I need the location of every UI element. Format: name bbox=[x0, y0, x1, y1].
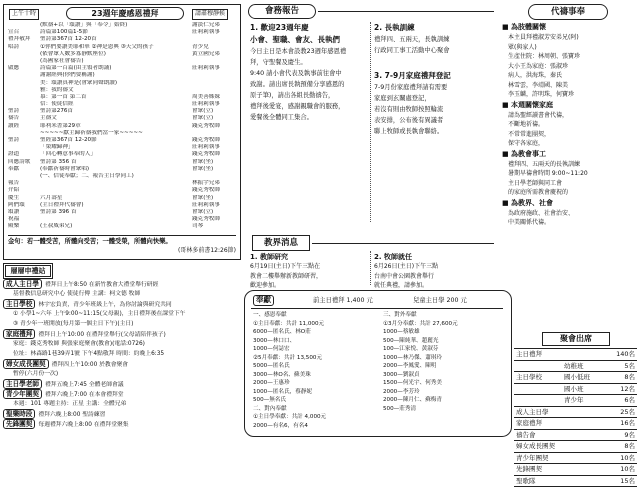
report-1-line: 拜，守聖餐及慶生。 bbox=[250, 59, 307, 66]
prayer-line: 為政府施政、社會治安、 bbox=[508, 209, 575, 217]
prayer-line: 林雪雲，李靖國、陳美 bbox=[508, 81, 569, 89]
offering-entry: 3000—林口口、 bbox=[253, 337, 296, 344]
ministry-item bbox=[3, 339, 239, 349]
service-row-desc: (依會眾人數多寡靜默座位) bbox=[40, 50, 106, 57]
attendance-group: 國小班 bbox=[562, 383, 602, 395]
service-row-desc: 慕：第一首 第二首 bbox=[40, 93, 87, 100]
reports-divider bbox=[370, 22, 371, 222]
report-1-body bbox=[250, 46, 368, 123]
service-row-desc: 聖詩第 396 首 bbox=[40, 208, 77, 215]
service-row-desc: ~~~~~獻主歸祈禱我們當一家~~~~~ bbox=[40, 129, 143, 136]
service-row-who: 司琴 bbox=[192, 223, 204, 230]
service-row-who: 謝淡仁兄弟 bbox=[192, 22, 220, 28]
attendance-count: 10名 bbox=[602, 464, 637, 476]
attendance-category: 主日禮拜 bbox=[514, 349, 562, 361]
service-row-desc: (奉獻祈禱時會眾唱) bbox=[40, 165, 90, 172]
attendance-count: 16名 bbox=[602, 418, 637, 430]
offering-sunday-total: 前主日禮拜 1,400 元 bbox=[313, 297, 373, 304]
attendance-row bbox=[514, 464, 637, 476]
report-1-line: 9:40 請小會代表及執事前往會中 bbox=[250, 70, 342, 77]
service-row bbox=[6, 187, 238, 194]
service-row bbox=[6, 58, 238, 65]
service-row-name: 回應詩歌 bbox=[8, 158, 31, 165]
ministry-item bbox=[3, 409, 239, 419]
service-row bbox=[6, 94, 238, 101]
ministry-item bbox=[3, 279, 239, 289]
offering-entry: 2000—李鳳愛、陳明 bbox=[383, 363, 437, 369]
service-row-desc: (王叔威弟兄) bbox=[40, 223, 73, 230]
service-row-who: 會眾(立) bbox=[192, 108, 214, 115]
offering-header bbox=[253, 295, 503, 307]
attendance-table bbox=[514, 348, 637, 487]
missions-rule bbox=[312, 243, 494, 244]
ministry-item-text: 每週禮拜六晚上8:00 在禮拜堂聚集 bbox=[38, 422, 129, 428]
attendance-count: 5名 bbox=[602, 360, 637, 372]
ministry-item bbox=[3, 309, 239, 319]
service-row-name: 奉獻 bbox=[8, 165, 20, 172]
offering-entry: 2000—王惠珍 bbox=[253, 380, 290, 386]
ministry-item bbox=[3, 329, 239, 339]
service-row-who: 莊莉莉執事 bbox=[192, 101, 220, 108]
memory-verse bbox=[8, 235, 236, 256]
attendance-row bbox=[514, 441, 637, 453]
prayer-line: 病人，洪海珠，秦氏 bbox=[508, 72, 563, 79]
report-2-body bbox=[374, 34, 494, 56]
report-2-line: 禮拜四、五兩天，長執訓練 bbox=[374, 36, 450, 43]
service-row-name: 報告 bbox=[8, 180, 20, 187]
service-row-name: 讀經 bbox=[8, 122, 20, 129]
ministry-panel bbox=[3, 263, 239, 435]
service-row bbox=[6, 80, 238, 87]
ministry-item-text: 林宇宏負責，青少年班級上午，為你討論與研究共同 bbox=[38, 302, 172, 308]
service-row-name: 頌讚 bbox=[8, 208, 20, 215]
prayer-section-head: ■ 為教會事工 bbox=[502, 149, 547, 158]
service-row bbox=[6, 101, 238, 108]
attendance-category: 先鋒團契 bbox=[514, 464, 562, 476]
mission-2-title: 2. 牧師就任 bbox=[374, 253, 412, 261]
attendance-count: 10名 bbox=[602, 452, 637, 464]
ministry-item-text: 禮拜四上午10:00 於教會聚會 bbox=[51, 362, 129, 368]
service-row-name: 宣召 bbox=[8, 29, 20, 36]
report-1-line: 小會、聖職、會友、長執們 bbox=[250, 35, 340, 44]
service-row-name: 聖詩 bbox=[8, 108, 20, 115]
prayer-line: 暑期早禱會時間 9:00~11:20 bbox=[508, 170, 588, 177]
verse-ref: (哥林多前書12:26節) bbox=[178, 246, 236, 254]
service-row-desc: ①你們要讚美耶和華 ②神是恩典 ③天父的孩子 bbox=[40, 43, 154, 50]
reports-title: 會務報告 bbox=[248, 4, 316, 19]
service-row bbox=[6, 216, 238, 223]
offering-entry: 500—無名氏 bbox=[253, 397, 287, 403]
ministry-item-text: 暫停(六月份一次) bbox=[13, 371, 59, 377]
ministry-item bbox=[3, 379, 239, 389]
prayer-line: 不常常進團契， bbox=[508, 130, 551, 138]
attendance-title: 聚會出席 bbox=[560, 334, 592, 343]
service-order-list bbox=[6, 22, 238, 230]
service-row bbox=[6, 144, 238, 151]
attendance-category bbox=[514, 360, 562, 372]
service-row-desc: (主日禮拜代禱會) bbox=[40, 201, 84, 208]
ministry-item-tag: 青少年團契 bbox=[3, 389, 42, 399]
offering-entry: 2000—有名6，有名4 bbox=[253, 422, 308, 429]
attendance-group: 幼稚班 bbox=[562, 360, 602, 372]
attendance-title-box bbox=[542, 332, 610, 346]
attendance-group bbox=[562, 418, 602, 430]
mission-1-line: 6月19日(主日)下午三點在 bbox=[250, 263, 321, 270]
attendance-group: 青少年 bbox=[562, 395, 602, 407]
offering-entry: 5000—匿名氏 bbox=[253, 363, 290, 369]
attendance-group bbox=[562, 349, 602, 361]
offering-entry: 3000—林O名、蘇美珠 bbox=[253, 371, 311, 378]
offering-list-right bbox=[383, 311, 507, 413]
attendance-group bbox=[562, 452, 602, 464]
attendance-count: 8名 bbox=[602, 441, 637, 453]
service-row-who: 會眾(立) bbox=[192, 208, 214, 215]
report-col-right bbox=[374, 22, 494, 137]
report-3-line: 表安排，公布後有異議者 bbox=[374, 117, 444, 124]
ministry-item-tag: 主日學校 bbox=[3, 299, 35, 309]
service-row-name: 祝福 bbox=[8, 216, 20, 223]
service-row bbox=[6, 65, 238, 72]
report-2-line: 行政同工事工活動中心聚會 bbox=[374, 47, 450, 54]
ministry-item bbox=[3, 389, 239, 399]
ministry-item-text: ① 小學1~六年 上午9:00~11:15(父母親)，主日禮拜後在課堂下午 bbox=[13, 311, 186, 317]
prayer-title: 代禱事奉 bbox=[528, 4, 608, 20]
offering-entry: 500—莊秀清 bbox=[383, 405, 417, 412]
service-row-who: 會眾(坐) bbox=[192, 165, 214, 172]
offering-rule bbox=[251, 308, 503, 309]
ministry-item-tag: 主日學老師 bbox=[3, 379, 42, 389]
report-1-line: 禮拜後愛宴，感謝親職會的服務， bbox=[250, 103, 345, 110]
service-row-desc: 聖經第367首 12-20節 bbox=[40, 137, 97, 143]
attendance-count: 15名 bbox=[602, 475, 637, 487]
offering-entry: 500—陳純華、趙麗光 bbox=[383, 337, 439, 344]
service-title: 23週年慶感恩禮拜 bbox=[66, 7, 184, 20]
service-row bbox=[6, 87, 238, 94]
service-row-desc: 六月壽星 bbox=[40, 194, 63, 201]
service-row bbox=[6, 29, 238, 36]
ministry-item-text: 本週：101 專題主持：正星 主講：全體兄弟 bbox=[13, 401, 127, 407]
attendance-group: 國小低班 bbox=[562, 372, 602, 384]
offering-entry: 6000—匿名氏、林O莊 bbox=[253, 329, 311, 335]
service-row bbox=[6, 180, 238, 187]
report-3-title: 3. 7-9月家庭禮拜登記 bbox=[374, 71, 451, 80]
service-row-who: 錢克秀牧師 bbox=[192, 187, 220, 194]
service-row bbox=[6, 166, 238, 173]
service-host-label: 請肅穆靜候 bbox=[192, 9, 228, 20]
service-row bbox=[6, 22, 238, 29]
offering-entry: 2000—陳月仁、蘇梅青 bbox=[383, 397, 442, 403]
service-row-desc: 耶利米書第29章 bbox=[40, 122, 81, 129]
prayer-line: 李玉麟，許明珠，何寶珍 bbox=[508, 91, 575, 98]
attendance-count: 6名 bbox=[602, 395, 637, 407]
service-row-name: 聖詩 bbox=[8, 137, 20, 143]
report-3-line: 家庭到玄關處登記， bbox=[374, 95, 431, 102]
offering-entry: 一、感恩奉獻 bbox=[253, 312, 287, 318]
offering-entry: ①3月分奉獻：共計 27,600元 bbox=[383, 320, 458, 327]
service-row-desc: (一、信徒奉獻；二、報告主日學同工) bbox=[40, 172, 134, 179]
ministry-item bbox=[3, 399, 239, 409]
service-row-who: 莊莉莉執事 bbox=[192, 144, 220, 151]
prayer-line: 生產住院：林周朝、張寶珍 bbox=[508, 53, 581, 60]
offering-entry: 1000—匿名氏，蔡靜妮 bbox=[253, 388, 312, 395]
ministry-item-text: 禮拜六晚上7:00 在本會禮拜堂 bbox=[44, 392, 124, 398]
attendance-row bbox=[514, 418, 637, 430]
service-row bbox=[6, 108, 238, 115]
attendance-category: 聖歌隊 bbox=[514, 475, 562, 487]
missions-title: 教界消息 bbox=[263, 238, 298, 248]
service-row-who: 錢克秀牧師 bbox=[192, 216, 220, 223]
offering-entry: ①主日學奉獻：共計 4,000元 bbox=[253, 414, 327, 420]
mission-2-line: 6月26日(主日)下午三點 bbox=[374, 263, 439, 270]
prayer-section-head: ■ 為教界、社會 bbox=[502, 198, 554, 207]
attendance-group bbox=[562, 464, 602, 476]
ministry-item-tag: 婦女成長團契 bbox=[3, 359, 49, 369]
service-row bbox=[6, 173, 238, 180]
attendance-category: 家庭禮拜 bbox=[514, 418, 562, 430]
report-1-title: 1. 歡迎23週年慶 bbox=[250, 23, 309, 32]
report-3-line: 7-9月份家庭禮拜請有需要 bbox=[374, 84, 448, 91]
service-row-desc: 雅：我的禱文 bbox=[40, 86, 74, 93]
offering-entry: ①主日奉獻：共計 11,000元 bbox=[253, 320, 325, 327]
report-1-line: 愛餐後全體同工集合。 bbox=[250, 114, 313, 121]
prayer-line: 眾(與家人) bbox=[508, 43, 537, 51]
service-row-who: 莊莉莉執事 bbox=[192, 29, 220, 36]
report-3-line: 聯上牧師或長執會聯絡。 bbox=[374, 128, 444, 135]
attendance-panel bbox=[514, 332, 637, 485]
offering-title: 奉獻 bbox=[253, 295, 274, 306]
prayer-line: 禮拜四、五兩天的長執訓練 bbox=[508, 160, 581, 168]
service-row-desc: (默禱+以「頌讚」與「奉令」始終) bbox=[40, 22, 128, 28]
offering-list-left bbox=[253, 311, 377, 430]
service-row bbox=[6, 130, 238, 137]
service-row-desc: 「榮耀歸神」 bbox=[40, 144, 74, 151]
attendance-row bbox=[514, 349, 637, 361]
attendance-row bbox=[514, 475, 637, 487]
mission-col-left bbox=[250, 252, 368, 291]
attendance-count: 140名 bbox=[602, 349, 637, 361]
prayer-line: 中美關係代禱。 bbox=[508, 219, 551, 226]
offering-entry: 1000—何誌宏 bbox=[253, 346, 290, 352]
service-header bbox=[6, 7, 238, 19]
ministry-item-text: 位址：林森路1巷39弄1號 下午4點敬拜 時間：約晚上6:35 bbox=[13, 351, 165, 357]
service-row-who: 會眾(坐) bbox=[192, 158, 214, 165]
offering-entry: 1000—蔡敏雄 bbox=[383, 329, 420, 335]
offering-entry: 2000—李芳玲 bbox=[383, 388, 420, 395]
attendance-count: 12名 bbox=[602, 383, 637, 395]
service-row-desc: 聖詩第276首 bbox=[40, 108, 74, 115]
ministry-item-text: 禮拜五晚上7:45 全體老師會議 bbox=[44, 382, 124, 388]
service-row-desc: 聖詩第367首 12-20首 bbox=[40, 36, 97, 43]
attendance-group bbox=[562, 441, 602, 453]
report-1-line: 致謝。請出席長執預備分享感恩的 bbox=[250, 81, 345, 88]
service-row-desc: 信：使徒信經 bbox=[40, 101, 74, 108]
prayer-line: 大小王為家庭：張淑珍 bbox=[508, 62, 569, 70]
attendance-row bbox=[514, 406, 637, 418]
service-row bbox=[6, 209, 238, 216]
service-row bbox=[6, 151, 238, 158]
mission-1-line: 歡迎參加。 bbox=[250, 282, 281, 289]
service-row-desc: 詩篇第100篇1-5節 bbox=[40, 29, 88, 36]
reports-title-rule bbox=[318, 11, 494, 12]
prayer-line: 保守各家庭， bbox=[508, 140, 545, 147]
service-row-who: 周美善姊妹 bbox=[192, 93, 220, 100]
ministry-item-text: 禮拜六晚上8:00 聖詩練習 bbox=[38, 412, 106, 418]
mission-2-line: 台南中會公園教會舉行 bbox=[374, 272, 435, 280]
ministry-item bbox=[3, 289, 239, 299]
prayer-section-head: ■ 為肢體關懷 bbox=[502, 23, 547, 31]
attendance-group bbox=[562, 475, 602, 487]
attendance-row bbox=[514, 372, 637, 384]
ministry-title: 層層申禮站 bbox=[10, 267, 46, 275]
service-row-who: 會眾(立) bbox=[192, 115, 214, 122]
reports-panel bbox=[244, 4, 496, 230]
service-row-name: 證道 bbox=[8, 151, 20, 158]
attendance-category bbox=[514, 395, 562, 407]
ministry-item bbox=[3, 359, 239, 369]
attendance-count: 9名 bbox=[602, 429, 637, 441]
offering-entry: 三、對外奉獻 bbox=[383, 312, 417, 318]
ministry-item-text: ③ 青少年一班開放(每月第一個主日下午)(主日) bbox=[13, 321, 134, 327]
ministry-list bbox=[3, 279, 239, 429]
mission-1-line: 教會二樓舉辦新教師研習， bbox=[250, 272, 323, 280]
mission-2-body bbox=[374, 262, 494, 291]
service-row-name: 啟應 bbox=[8, 65, 20, 72]
ministry-item-text: 禮拜日上午10:00 在禮拜堂舉行(父母請陪伴孩子) bbox=[38, 332, 166, 338]
service-row bbox=[6, 115, 238, 122]
service-row bbox=[6, 223, 238, 230]
service-row-name: 禱告 bbox=[8, 115, 20, 122]
offering-child-total: 兒童主日學 200 元 bbox=[413, 297, 467, 304]
attendance-category bbox=[514, 383, 562, 395]
ministry-item-text: 家庭：錢克秀牧師 與張家庭聚會(教會)(電話:0726) bbox=[13, 341, 145, 347]
prayer-panel bbox=[500, 4, 637, 330]
attendance-category: 婦女成長團契 bbox=[514, 441, 562, 453]
service-row-name: 禮拜敬拜 bbox=[8, 36, 31, 43]
service-row-name: 慶生 bbox=[8, 194, 20, 201]
report-2-title: 2. 長執訓練 bbox=[374, 23, 415, 32]
ministry-item-tag: 家庭禮拜 bbox=[3, 329, 35, 339]
service-row bbox=[6, 195, 238, 202]
attendance-category: 禱告會 bbox=[514, 429, 562, 441]
service-row-name: 阿們頌 bbox=[8, 201, 25, 208]
service-row-who: 黃立國兄弟 bbox=[192, 50, 220, 57]
service-time-label: 上午十時 bbox=[9, 9, 39, 20]
mission-col-right bbox=[374, 252, 494, 291]
service-row-who: 錢克秀牧師 bbox=[192, 151, 220, 158]
ministry-item-tag: 先鋒團契 bbox=[3, 419, 35, 429]
ministry-item-tag: 聖樂時段 bbox=[3, 409, 35, 419]
missions-title-box bbox=[252, 235, 310, 251]
prayer-line: 的家庭所需教會慶祝的 bbox=[508, 189, 569, 196]
service-row bbox=[6, 51, 238, 58]
offering-panel bbox=[244, 290, 512, 437]
mission-1-body bbox=[250, 262, 368, 291]
service-row-name: 殿樂 bbox=[8, 223, 20, 230]
offering-entry: 二、對內奉獻 bbox=[253, 405, 287, 412]
service-row-desc: 詩篇第一百篇(由主領者朗誦) bbox=[40, 65, 112, 72]
service-row-who: 莊莉莉執事 bbox=[192, 201, 220, 208]
prayer-list bbox=[502, 22, 635, 228]
service-row-desc: 聖詩第 356 首 bbox=[40, 158, 77, 165]
ministry-item bbox=[3, 419, 239, 429]
attendance-category: 青少年團契 bbox=[514, 452, 562, 464]
attendance-row bbox=[514, 383, 637, 395]
service-row-name: 介紹 bbox=[8, 187, 20, 194]
verse-text: 金句：若一體受苦，所體向受苦；一體受榮，所體向快樂。 bbox=[8, 238, 172, 245]
attendance-count: 25名 bbox=[602, 406, 637, 418]
attendance-group bbox=[562, 406, 602, 418]
ministry-item bbox=[3, 369, 239, 379]
missions-panel bbox=[244, 235, 496, 289]
service-row-who: 錢克秀牧師 bbox=[192, 137, 220, 143]
prayer-line: 主日學老師與同工會 bbox=[508, 179, 563, 187]
ministry-item-tag: 成人主日學 bbox=[3, 279, 42, 289]
report-1-line: 原子筆)，請出各組長勤禱告， bbox=[250, 92, 335, 99]
mission-2-line: 就任典禮，請參加。 bbox=[374, 282, 429, 289]
service-row-desc: 主禱文 bbox=[40, 115, 57, 122]
offering-entry: 1500—何光宇、何秀美 bbox=[383, 380, 442, 386]
ministry-item bbox=[3, 349, 239, 359]
service-row-desc: 美：頌讚真神是(會眾同聲朗讀) bbox=[40, 79, 118, 86]
offering-entry: 3000—劉淑貞 bbox=[383, 371, 420, 378]
service-row bbox=[6, 44, 238, 51]
ministry-item bbox=[3, 319, 239, 329]
attendance-row bbox=[514, 360, 637, 372]
service-row-who: 會眾(坐) bbox=[192, 194, 214, 201]
offering-entry: 1000—林乃傑、蕭琪玲 bbox=[383, 354, 442, 361]
report-col-left bbox=[250, 22, 368, 123]
service-row-desc: (為國家社會禱告) bbox=[40, 57, 84, 64]
service-row bbox=[6, 36, 238, 43]
service-panel bbox=[3, 4, 241, 260]
service-row bbox=[6, 202, 238, 209]
service-row-name: 唱詩 bbox=[8, 43, 20, 50]
service-row-who: 林振宇兄弟 bbox=[192, 180, 220, 187]
ministry-title-box bbox=[3, 263, 53, 279]
service-row-who: 青少兒 bbox=[192, 43, 209, 50]
ministry-item-text: 基督教信息研究中心 使徒行傳 主講：柯文德 牧師 bbox=[13, 291, 141, 297]
service-row-who: 錢克秀牧師 bbox=[192, 122, 220, 129]
attendance-category: 成人主日學 bbox=[514, 406, 562, 418]
prayer-line: 本主員拜禮淑芳安弟兄(阿) bbox=[508, 34, 579, 41]
service-row bbox=[6, 159, 238, 166]
service-row-desc: 謝謝經典(你們要稱謝) bbox=[40, 72, 95, 79]
prayer-line: 不斷地祈禱。 bbox=[508, 121, 545, 128]
attendance-row bbox=[514, 395, 637, 407]
service-row-who: 莊莉莉執事 bbox=[192, 65, 220, 72]
service-row bbox=[6, 137, 238, 144]
report-3-line: 若沒有則由牧師按照輪流 bbox=[374, 106, 444, 113]
attendance-row bbox=[514, 452, 637, 464]
service-row bbox=[6, 72, 238, 79]
offering-entry: ②5月奉獻：共計 13,500元 bbox=[253, 354, 323, 361]
prayer-section-head: ■ 本週關懷家庭 bbox=[502, 100, 554, 109]
report-1-line: 今日主日是本會設教23週年感恩禮 bbox=[250, 48, 347, 55]
ministry-item bbox=[3, 299, 239, 309]
report-3-body bbox=[374, 82, 494, 137]
mission-1-title: 1. 教師研究 bbox=[250, 253, 288, 261]
service-row bbox=[6, 123, 238, 130]
service-row-desc: 「回心轉意事奉的人」 bbox=[40, 151, 96, 158]
prayer-line: 請為聖經讀書會代禱， bbox=[508, 111, 569, 119]
ministry-item-text: 禮拜日上午8:50 在新竹教會大禮堂舉行研經 bbox=[44, 282, 159, 288]
attendance-category: 主日學校 bbox=[514, 372, 562, 384]
offering-entry: 100—江家悦、黃淑芬 bbox=[383, 346, 439, 352]
attendance-count: 8名 bbox=[602, 372, 637, 384]
missions-divider bbox=[370, 251, 371, 285]
